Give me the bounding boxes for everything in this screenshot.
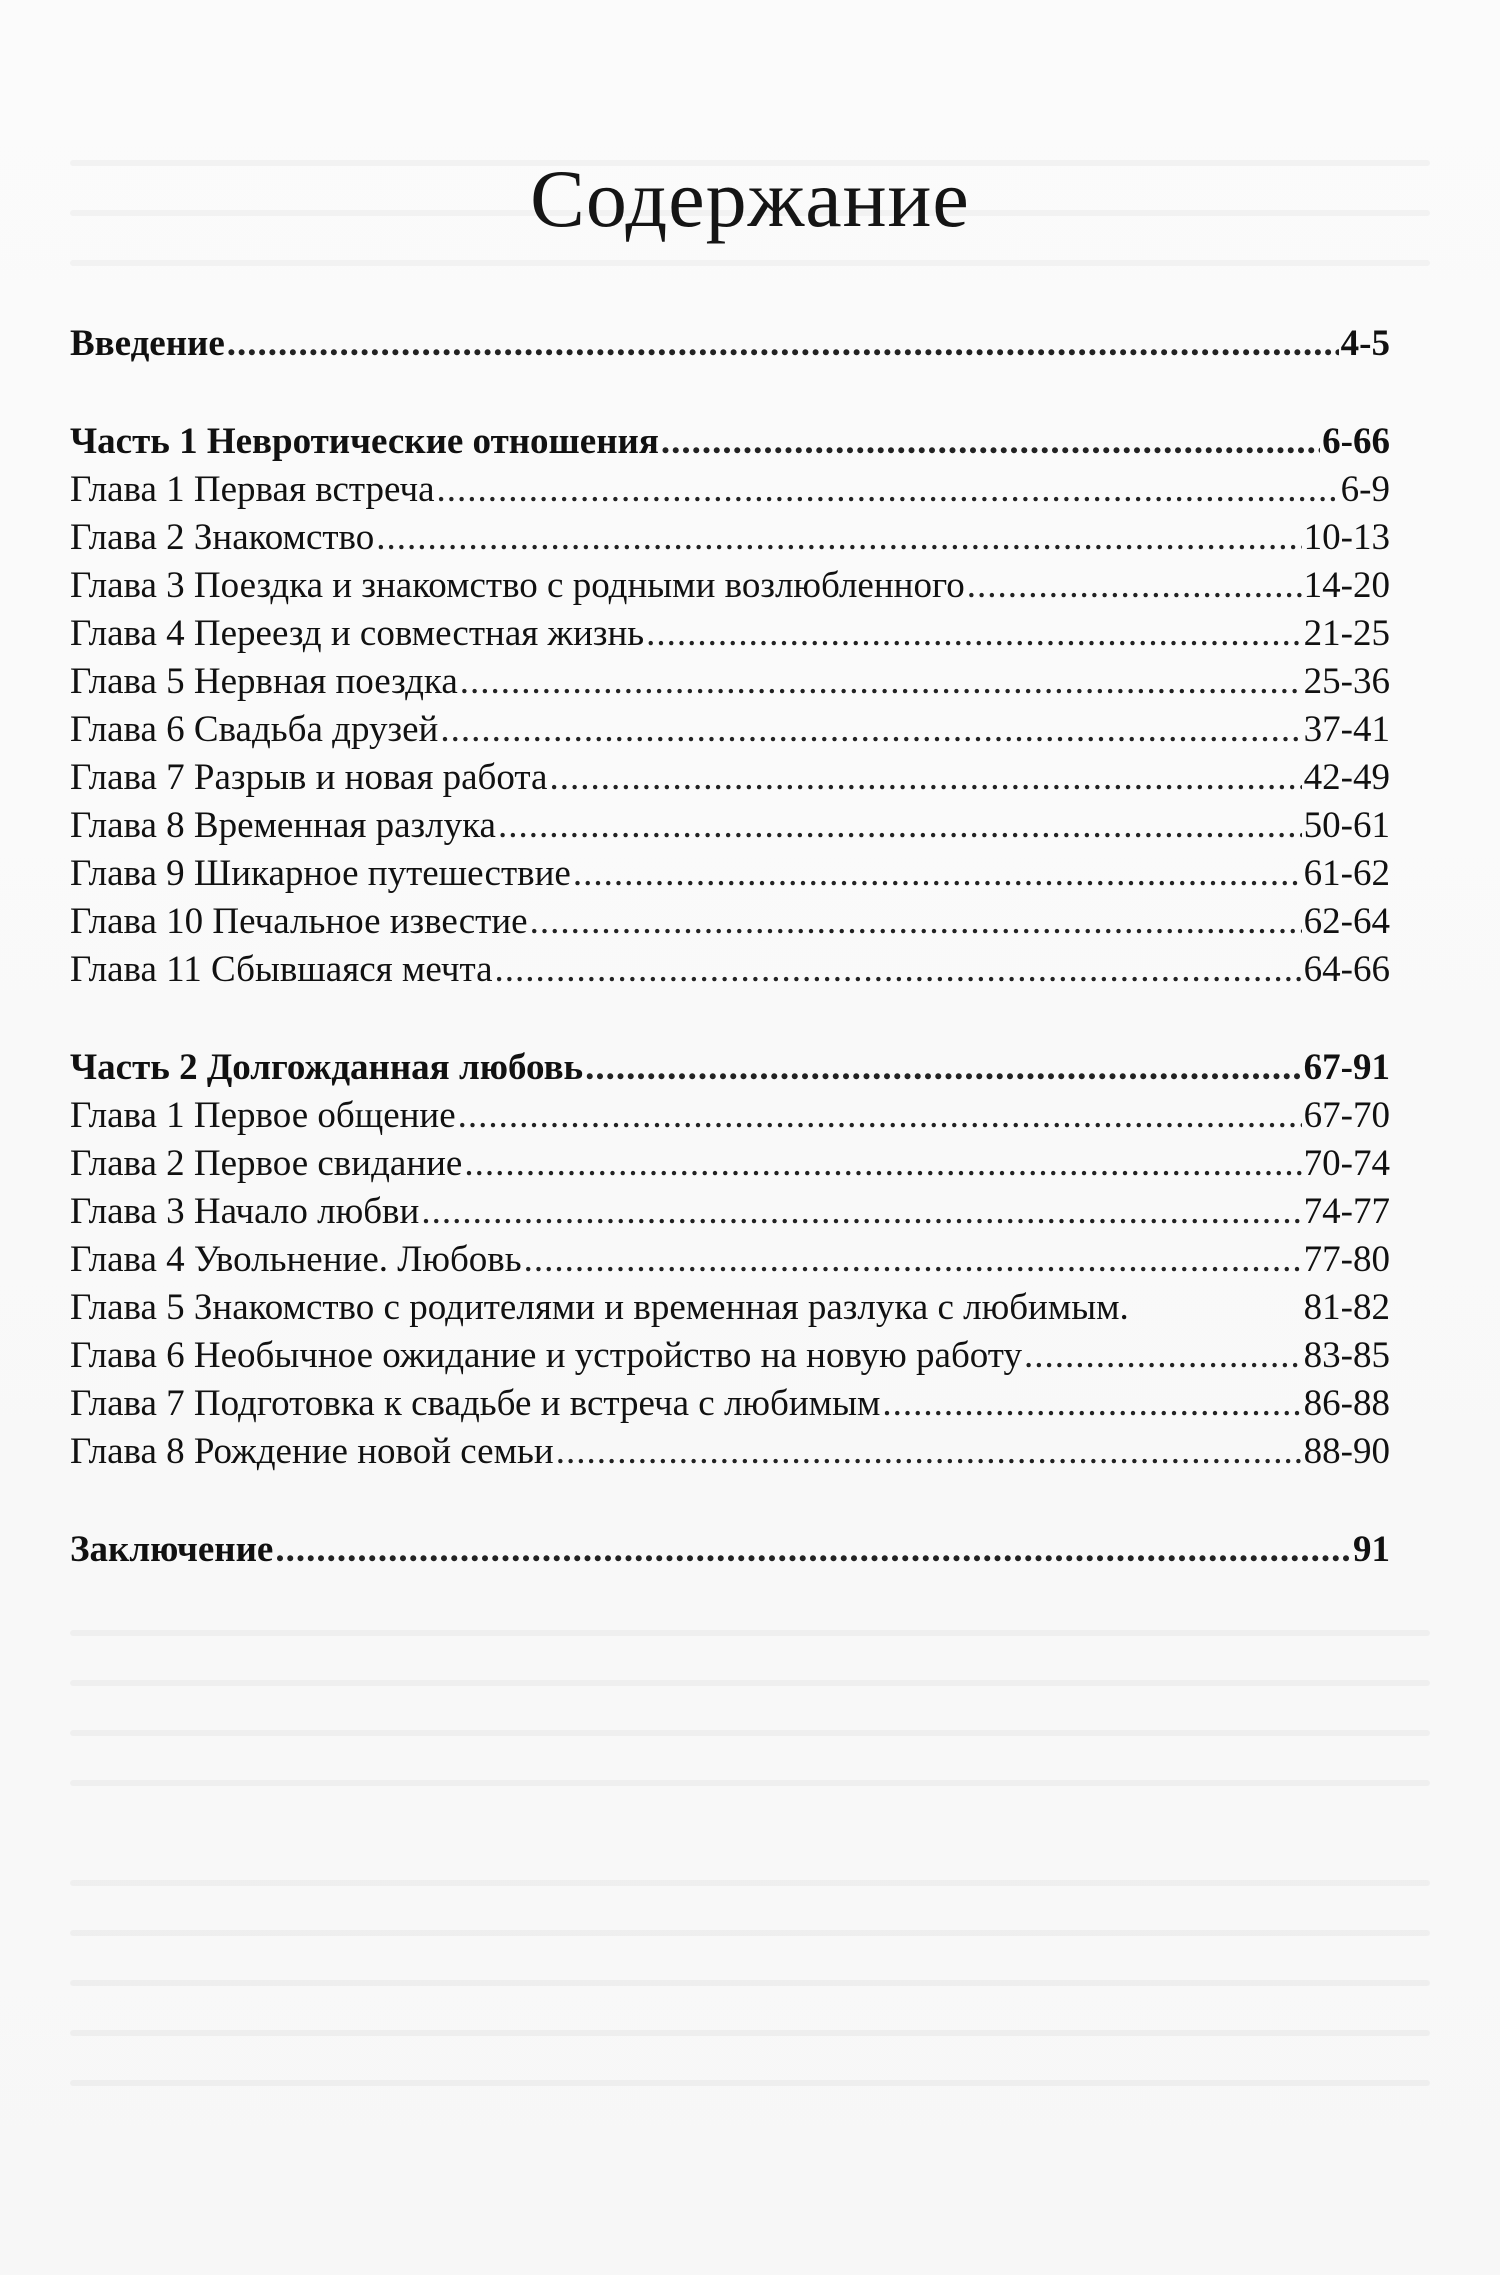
toc-entry-pages: 37-41 xyxy=(1303,709,1390,750)
toc-entry-pages: 77-80 xyxy=(1303,1239,1390,1280)
toc-chapter[interactable] xyxy=(70,1140,1390,1188)
toc-entry-label: Глава 5 Знакомство с родителями и временная разлука с любимым. xyxy=(70,1287,1129,1328)
toc-entry-pages: 64-66 xyxy=(1303,949,1390,990)
dot-leader xyxy=(495,946,1302,994)
dot-leader xyxy=(882,1380,1301,1428)
show-through-line xyxy=(70,1630,1430,1636)
toc-entry-label: Часть 1 Невротические отношения xyxy=(70,421,659,462)
toc-entry-pages: 67-70 xyxy=(1303,1095,1390,1136)
show-through-line xyxy=(70,1980,1430,1986)
dot-leader xyxy=(437,466,1339,514)
toc-entry-pages: 91 xyxy=(1353,1529,1390,1570)
toc-entry-label: Глава 6 Свадьба друзей xyxy=(70,709,439,750)
toc-entry-pages: 74-77 xyxy=(1303,1191,1390,1232)
dot-leader xyxy=(556,1428,1302,1476)
show-through-line xyxy=(70,260,1430,266)
toc-chapter[interactable] xyxy=(70,610,1390,658)
toc-chapter[interactable] xyxy=(70,658,1390,706)
dot-leader xyxy=(460,658,1302,706)
show-through-line xyxy=(70,2030,1430,2036)
dot-leader xyxy=(498,802,1302,850)
show-through-line xyxy=(70,2080,1430,2086)
dot-leader xyxy=(421,1188,1301,1236)
toc-entry-pages: 6-66 xyxy=(1322,421,1390,462)
toc-chapter[interactable] xyxy=(70,802,1390,850)
toc-entry-pages: 81-82 xyxy=(1303,1287,1390,1328)
dot-leader xyxy=(458,1092,1302,1140)
toc-entry-label: Глава 9 Шикарное путешествие xyxy=(70,853,571,894)
show-through-line xyxy=(70,1880,1430,1886)
toc-part-2[interactable] xyxy=(70,1044,1390,1092)
toc-entry-pages: 25-36 xyxy=(1303,661,1390,702)
toc-entry-label: Глава 2 Первое свидание xyxy=(70,1143,463,1184)
show-through-line xyxy=(70,1930,1430,1936)
toc-entry-intro[interactable] xyxy=(70,320,1390,368)
toc-entry-label: Глава 5 Нервная поездка xyxy=(70,661,458,702)
toc-chapter[interactable] xyxy=(70,1284,1390,1332)
toc-entry-pages: 10-13 xyxy=(1303,517,1390,558)
page-title: Содержание xyxy=(530,153,970,244)
toc-entry-pages: 14-20 xyxy=(1303,565,1390,606)
toc-entry-pages: 86-88 xyxy=(1303,1383,1390,1424)
toc-entry-pages: 88-90 xyxy=(1303,1431,1390,1472)
dot-leader xyxy=(440,706,1301,754)
toc-entry-label: Глава 10 Печальное известие xyxy=(70,901,528,942)
toc-entry-pages: 83-85 xyxy=(1303,1335,1390,1376)
toc-chapter[interactable] xyxy=(70,1188,1390,1236)
toc-entry-pages: 70-74 xyxy=(1303,1143,1390,1184)
toc-chapter[interactable] xyxy=(70,754,1390,802)
table-of-contents xyxy=(70,320,1390,1574)
toc-entry-label: Введение xyxy=(70,323,225,364)
dot-leader xyxy=(464,1140,1301,1188)
toc-chapter[interactable] xyxy=(70,1092,1390,1140)
show-through-line xyxy=(70,1680,1430,1686)
toc-entry-label: Заключение xyxy=(70,1529,274,1570)
toc-entry-pages: 4-5 xyxy=(1340,323,1390,364)
toc-chapter[interactable] xyxy=(70,1428,1390,1476)
toc-entry-label: Глава 7 Разрыв и новая работа xyxy=(70,757,548,798)
toc-chapter[interactable] xyxy=(70,706,1390,754)
toc-entry-pages: 62-64 xyxy=(1303,901,1390,942)
toc-entry-label: Глава 11 Сбывшаяся мечта xyxy=(70,949,493,990)
toc-chapter[interactable] xyxy=(70,850,1390,898)
dot-leader xyxy=(376,514,1301,562)
dot-leader xyxy=(275,1526,1351,1574)
toc-entry-conclusion[interactable] xyxy=(70,1526,1390,1574)
dot-leader xyxy=(524,1236,1302,1284)
toc-entry-label: Часть 2 Долгожданная любовь xyxy=(70,1047,584,1088)
toc-entry-label: Глава 4 Переезд и совместная жизнь xyxy=(70,613,645,654)
toc-chapter[interactable] xyxy=(70,466,1390,514)
toc-entry-pages: 67-91 xyxy=(1303,1047,1390,1088)
dot-leader xyxy=(661,418,1320,466)
toc-chapter[interactable] xyxy=(70,514,1390,562)
toc-entry-label: Глава 3 Начало любви xyxy=(70,1191,420,1232)
toc-entry-pages: 61-62 xyxy=(1303,853,1390,894)
dot-leader xyxy=(1024,1332,1302,1380)
toc-chapter[interactable] xyxy=(70,898,1390,946)
toc-entry-label: Глава 8 Рождение новой семьи xyxy=(70,1431,554,1472)
toc-entry-label: Глава 3 Поездка и знакомство с родными возлюбленного xyxy=(70,565,965,606)
toc-chapter[interactable] xyxy=(70,1236,1390,1284)
toc-entry-label: Глава 2 Знакомство xyxy=(70,517,375,558)
toc-entry-pages: 50-61 xyxy=(1303,805,1390,846)
toc-chapter[interactable] xyxy=(70,1380,1390,1428)
dot-leader xyxy=(585,1044,1302,1092)
toc-part-1[interactable] xyxy=(70,418,1390,466)
dot-leader xyxy=(646,610,1302,658)
toc-entry-pages: 21-25 xyxy=(1303,613,1390,654)
toc-entry-label: Глава 6 Необычное ожидание и устройство на новую работу xyxy=(70,1335,1022,1376)
toc-entry-pages: 42-49 xyxy=(1303,757,1390,798)
dot-leader xyxy=(573,850,1302,898)
toc-entry-label: Глава 4 Увольнение. Любовь xyxy=(70,1239,522,1280)
toc-entry-label: Глава 7 Подготовка к свадьбе и встреча с любимым xyxy=(70,1383,881,1424)
show-through-line xyxy=(70,1730,1430,1736)
toc-entry-pages: 6-9 xyxy=(1340,469,1390,510)
toc-chapter[interactable] xyxy=(70,1332,1390,1380)
toc-entry-label: Глава 1 Первая встреча xyxy=(70,469,435,510)
dot-leader xyxy=(549,754,1301,802)
dot-leader xyxy=(227,320,1339,368)
toc-entry-label: Глава 8 Временная разлука xyxy=(70,805,496,846)
toc-chapter[interactable] xyxy=(70,946,1390,994)
toc-entry-label: Глава 1 Первое общение xyxy=(70,1095,456,1136)
show-through-line xyxy=(70,1780,1430,1786)
toc-chapter[interactable] xyxy=(70,562,1390,610)
dot-leader xyxy=(967,562,1302,610)
dot-leader xyxy=(530,898,1302,946)
